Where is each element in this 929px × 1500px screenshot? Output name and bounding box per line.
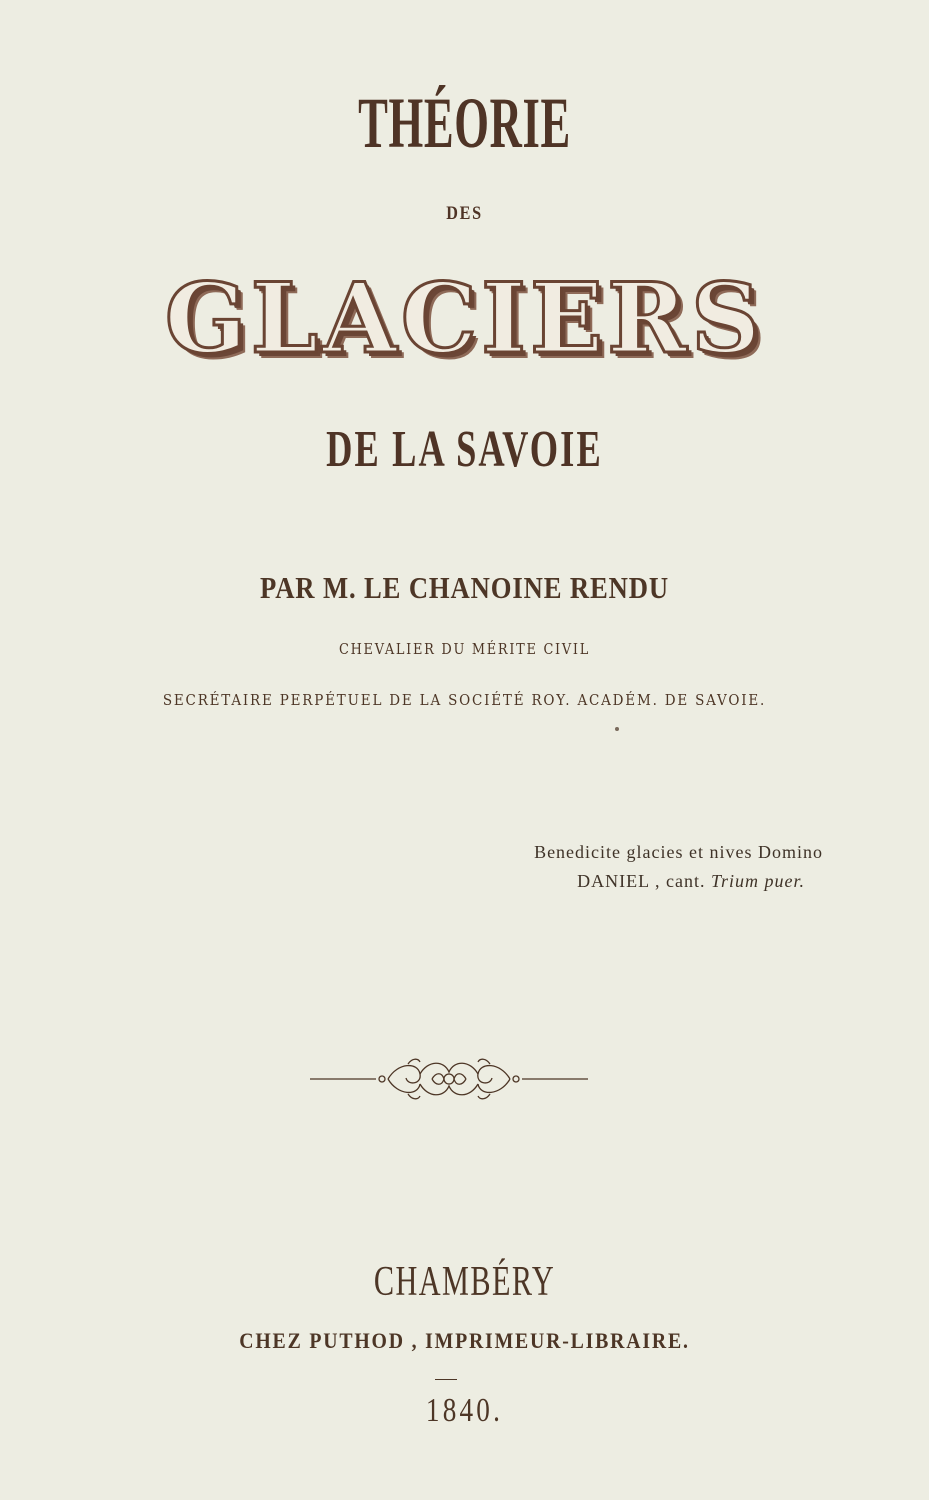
title-de-la-savoie: DE LA SAVOIE — [326, 421, 603, 478]
title-des: DES — [446, 203, 483, 224]
epigraph-line-1: Benedicite glacies et nives Domino — [534, 842, 823, 862]
imprint-year: 1840. — [425, 1392, 504, 1429]
author-name: PAR M. LE CHANOINE RENDU — [260, 570, 669, 605]
title-theorie: THÉORIE — [358, 83, 571, 163]
epigraph-line-2 — [577, 871, 805, 892]
scroll-ornament-icon — [308, 1052, 590, 1102]
epigraph-source: Trium puer. — [710, 871, 805, 891]
ink-speck — [615, 727, 619, 731]
author-distinction: CHEVALIER DU MÉRITE CIVIL — [338, 640, 591, 658]
imprint-city: CHAMBÉRY — [373, 1259, 556, 1305]
divider — [435, 1379, 457, 1380]
author-position: SECRÉTAIRE PERPÉTUEL DE LA SOCIÉTÉ ROY. ACADÉM. DE SAVOIE. — [162, 691, 767, 709]
imprint-publisher: CHEZ PUTHOD , IMPRIMEUR-LIBRAIRE. — [239, 1328, 690, 1353]
epigraph-attribution: DANIEL , cant. — [577, 871, 711, 891]
title-glaciers: GLACIERS — [164, 262, 765, 375]
